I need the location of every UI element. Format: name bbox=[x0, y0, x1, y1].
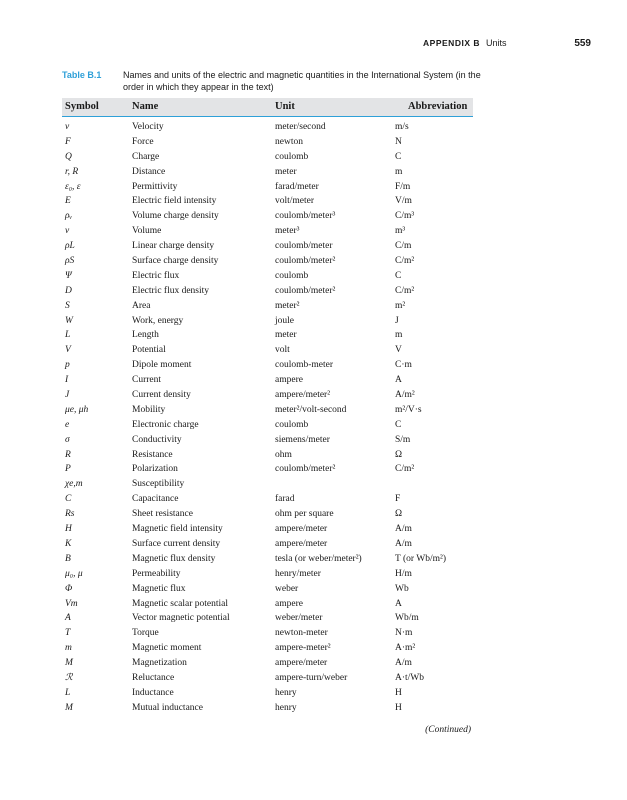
table-caption-text: Names and units of the electric and magnetic quantities in the International System (in the order in which they appear in the text) bbox=[123, 70, 481, 92]
table-cell-symbol: B bbox=[65, 553, 71, 564]
table-cell-unit: farad/meter bbox=[275, 181, 319, 192]
table-cell-abbreviation: Ω bbox=[395, 509, 403, 520]
table-cell-name: Reluctance bbox=[132, 672, 175, 683]
table-cell-name: Conductivity bbox=[132, 434, 182, 445]
table-cell-abbreviation: C/m² bbox=[395, 464, 415, 475]
table-cell-symbol: Φ bbox=[65, 583, 73, 594]
table-cell-name: Force bbox=[132, 136, 154, 147]
table-cell-unit: ampere/meter bbox=[275, 658, 328, 669]
table-cell-symbol: ρᵥ bbox=[65, 211, 73, 222]
table-cell-name: Inductance bbox=[132, 687, 174, 698]
table-cell-symbol: A bbox=[65, 613, 71, 624]
table-row bbox=[0, 300, 627, 315]
table-cell-unit: siemens/meter bbox=[275, 434, 330, 445]
table-cell-symbol: M bbox=[65, 658, 73, 669]
table-row bbox=[0, 657, 627, 672]
table-cell-unit: coulomb bbox=[275, 151, 309, 162]
table-cell-name: Surface charge density bbox=[132, 256, 219, 267]
table-row bbox=[0, 538, 627, 553]
table-cell-unit: ampere/meter bbox=[275, 538, 328, 549]
table-row bbox=[0, 523, 627, 538]
table-cell-unit: coulomb/meter³ bbox=[275, 211, 336, 222]
table-row bbox=[0, 374, 627, 389]
table-cell-name: Resistance bbox=[132, 449, 173, 460]
table-cell-abbreviation: C/m² bbox=[395, 285, 415, 296]
table-cell-abbreviation: F/m bbox=[395, 181, 411, 192]
table-cell-abbreviation: m³ bbox=[395, 226, 406, 237]
table-cell-unit: coulomb/meter² bbox=[275, 256, 336, 267]
table-cell-abbreviation: m bbox=[395, 166, 403, 177]
table-row bbox=[0, 583, 627, 598]
table-row bbox=[0, 478, 627, 493]
table-cell-symbol: e bbox=[65, 419, 70, 430]
table-cell-abbreviation: C bbox=[395, 270, 402, 281]
table-cell-abbreviation: J bbox=[395, 315, 399, 326]
table-cell-abbreviation: C/m³ bbox=[395, 211, 415, 222]
table-cell-name: Work, energy bbox=[132, 315, 184, 326]
column-header-name: Name bbox=[132, 101, 159, 112]
table-cell-abbreviation: Wb bbox=[395, 583, 409, 594]
table-cell-unit: henry/meter bbox=[275, 568, 321, 579]
table-cell-symbol: p bbox=[65, 360, 70, 371]
table-row bbox=[0, 463, 627, 478]
table-cell-name: Polarization bbox=[132, 464, 178, 475]
table-cell-abbreviation: A/m² bbox=[395, 390, 415, 401]
table-cell-name: Volume bbox=[132, 226, 162, 237]
table-row bbox=[0, 493, 627, 508]
table-cell-symbol: S bbox=[65, 300, 70, 311]
table-cell-unit: coulomb/meter² bbox=[275, 285, 336, 296]
table-row bbox=[0, 181, 627, 196]
table-row bbox=[0, 434, 627, 449]
table-cell-name: Vector magnetic potential bbox=[132, 613, 230, 624]
table-cell-symbol: L bbox=[65, 330, 71, 341]
table-cell-name: Magnetization bbox=[132, 658, 187, 669]
table-cell-name: Volume charge density bbox=[132, 211, 219, 222]
table-row bbox=[0, 702, 627, 717]
table-cell-symbol: ε₀, ε bbox=[65, 181, 81, 192]
table-row bbox=[0, 210, 627, 225]
table-row bbox=[0, 359, 627, 374]
table-cell-abbreviation: V/m bbox=[395, 196, 412, 207]
table-cell-unit: ampere-turn/weber bbox=[275, 672, 348, 683]
table-cell-symbol: σ bbox=[65, 434, 70, 445]
table-row bbox=[0, 315, 627, 330]
table-cell-symbol: F bbox=[65, 136, 71, 147]
table-cell-symbol: ℛ bbox=[65, 672, 73, 683]
table-label: Table B.1 bbox=[62, 70, 102, 80]
table-cell-name: Potential bbox=[132, 345, 166, 356]
table-cell-unit: henry bbox=[275, 702, 297, 713]
table-cell-name: Length bbox=[132, 330, 159, 341]
table-row bbox=[0, 166, 627, 181]
table-cell-symbol: v bbox=[65, 122, 70, 132]
table-cell-unit: meter bbox=[275, 330, 297, 341]
table-cell-abbreviation: m/s bbox=[395, 122, 409, 132]
table-row bbox=[0, 121, 627, 136]
table-cell-abbreviation: Ω bbox=[395, 449, 403, 460]
table-cell-symbol: T bbox=[65, 628, 71, 639]
table-row bbox=[0, 255, 627, 270]
table-row bbox=[0, 151, 627, 166]
table-row bbox=[0, 344, 627, 359]
table-cell-unit: meter/second bbox=[275, 122, 326, 132]
table-cell-abbreviation: H bbox=[395, 687, 402, 698]
table-cell-name: Current density bbox=[132, 390, 191, 401]
table-row bbox=[0, 404, 627, 419]
table-row bbox=[0, 553, 627, 568]
page-number: 559 bbox=[574, 38, 591, 49]
table-cell-abbreviation: m² bbox=[395, 300, 406, 311]
table-cell-symbol: m bbox=[65, 643, 72, 654]
table-cell-name: Electric flux bbox=[132, 270, 180, 281]
table-cell-symbol: M bbox=[65, 702, 73, 713]
table-cell-unit: ampere-meter² bbox=[275, 643, 331, 654]
table-cell-unit: volt/meter bbox=[275, 196, 315, 207]
table-row bbox=[0, 672, 627, 687]
table-cell-abbreviation: A bbox=[395, 598, 402, 609]
table-body bbox=[0, 121, 627, 717]
table-cell-name: Electronic charge bbox=[132, 419, 199, 430]
table-cell-abbreviation: H bbox=[395, 702, 402, 713]
table-cell-symbol: R bbox=[65, 449, 71, 460]
table-cell-symbol: L bbox=[65, 687, 71, 698]
continued-note: (Continued) bbox=[425, 725, 471, 735]
table-row bbox=[0, 642, 627, 657]
table-cell-name: Surface current density bbox=[132, 538, 221, 549]
table-row bbox=[0, 508, 627, 523]
table-cell-abbreviation: C·m bbox=[395, 360, 412, 371]
table-row bbox=[0, 270, 627, 285]
table-cell-symbol: Vm bbox=[65, 598, 78, 609]
running-head bbox=[0, 38, 627, 52]
table-cell-unit: ampere/meter² bbox=[275, 390, 331, 401]
table-cell-name: Magnetic scalar potential bbox=[132, 598, 229, 609]
table-cell-name: Electric field intensity bbox=[132, 196, 217, 207]
table-cell-symbol: r, R bbox=[65, 166, 79, 177]
table-cell-unit: coulomb bbox=[275, 419, 309, 430]
table-cell-abbreviation: H/m bbox=[395, 568, 412, 579]
table-cell-name: Permeability bbox=[132, 568, 181, 579]
running-head-section: Units bbox=[486, 38, 507, 48]
table-cell-unit: ampere bbox=[275, 598, 303, 609]
table-cell-symbol: Q bbox=[65, 151, 72, 162]
running-head-appendix: APPENDIX B bbox=[423, 38, 480, 48]
table-cell-unit: farad bbox=[275, 494, 295, 505]
table-cell-name: Magnetic moment bbox=[132, 643, 202, 654]
table-cell-unit: coulomb-meter bbox=[275, 360, 334, 371]
table-cell-symbol: μe, μh bbox=[65, 404, 89, 415]
table-row bbox=[0, 225, 627, 240]
table-cell-symbol: ρL bbox=[65, 241, 75, 252]
table-cell-abbreviation: A·t/Wb bbox=[395, 672, 425, 683]
table-row bbox=[0, 240, 627, 255]
table-cell-abbreviation: T (or Wb/m²) bbox=[395, 553, 447, 564]
table-cell-unit: meter² bbox=[275, 300, 300, 311]
column-header-abbreviation: Abbreviation bbox=[408, 101, 468, 112]
table-cell-abbreviation: S/m bbox=[395, 434, 411, 445]
table-cell-name: Sheet resistance bbox=[132, 509, 193, 520]
table-cell-symbol: J bbox=[65, 390, 70, 401]
table-row bbox=[0, 687, 627, 702]
table-cell-symbol: W bbox=[65, 315, 73, 326]
table-cell-symbol: χe,m bbox=[65, 479, 83, 490]
table-cell-symbol: D bbox=[65, 285, 72, 296]
table-cell-abbreviation: F bbox=[395, 494, 401, 505]
table-cell-abbreviation: C/m² bbox=[395, 256, 415, 267]
table-cell-unit: ampere/meter bbox=[275, 524, 328, 535]
table-cell-symbol: I bbox=[65, 375, 69, 386]
table-cell-name: Dipole moment bbox=[132, 360, 192, 371]
table-cell-abbreviation: m bbox=[395, 330, 403, 341]
table-cell-abbreviation: Wb/m bbox=[395, 613, 419, 624]
table-row bbox=[0, 627, 627, 642]
table-cell-unit: meter³ bbox=[275, 226, 300, 237]
table-cell-unit: ampere bbox=[275, 375, 303, 386]
table-cell-unit: volt bbox=[275, 345, 290, 356]
table-cell-name: Magnetic field intensity bbox=[132, 524, 223, 535]
table-row bbox=[0, 195, 627, 210]
table-cell-symbol: ρS bbox=[65, 256, 75, 267]
table-cell-symbol: K bbox=[65, 538, 72, 549]
table-row bbox=[0, 136, 627, 151]
table-row bbox=[0, 612, 627, 627]
table-cell-unit: tesla (or weber/meter²) bbox=[275, 553, 362, 564]
table-cell-unit: ohm per square bbox=[275, 509, 334, 520]
table-cell-unit: newton-meter bbox=[275, 628, 328, 639]
table-cell-unit: joule bbox=[275, 315, 294, 326]
table-row bbox=[0, 419, 627, 434]
table-cell-unit: coulomb/meter² bbox=[275, 464, 336, 475]
table-cell-name: Distance bbox=[132, 166, 166, 177]
table-cell-abbreviation: A/m bbox=[395, 538, 412, 549]
table-cell-unit: meter²/volt-second bbox=[275, 404, 347, 415]
table-cell-unit: coulomb bbox=[275, 270, 309, 281]
table-cell-symbol: C bbox=[65, 494, 72, 505]
table-cell-abbreviation: m²/V·s bbox=[395, 404, 422, 415]
table-cell-abbreviation: A/m bbox=[395, 524, 412, 535]
table-row bbox=[0, 285, 627, 300]
table-cell-abbreviation: A bbox=[395, 375, 402, 386]
table-cell-symbol: Ψ bbox=[65, 270, 72, 281]
table-cell-abbreviation: N·m bbox=[395, 628, 413, 639]
table-cell-symbol: v bbox=[65, 226, 70, 237]
table-cell-abbreviation: C bbox=[395, 419, 402, 430]
table-cell-name: Susceptibility bbox=[132, 479, 185, 490]
table-cell-abbreviation: A·m² bbox=[395, 643, 416, 654]
table-cell-name: Area bbox=[132, 300, 151, 311]
table-cell-abbreviation: C/m bbox=[395, 241, 412, 252]
table-cell-name: Permittivity bbox=[132, 181, 178, 192]
table-cell-name: Linear charge density bbox=[132, 241, 215, 252]
table-cell-name: Electric flux density bbox=[132, 285, 210, 296]
table-row bbox=[0, 598, 627, 613]
table-cell-name: Velocity bbox=[132, 122, 164, 132]
table-cell-unit: weber/meter bbox=[275, 613, 323, 624]
table-cell-symbol: μ₀, μ bbox=[65, 568, 83, 579]
table-cell-unit: meter bbox=[275, 166, 297, 177]
table-cell-abbreviation: A/m bbox=[395, 658, 412, 669]
table-row bbox=[0, 449, 627, 464]
table-cell-name: Mutual inductance bbox=[132, 702, 203, 713]
table-cell-abbreviation: N bbox=[395, 136, 402, 147]
column-header-unit: Unit bbox=[275, 101, 295, 112]
table-cell-symbol: E bbox=[65, 196, 71, 207]
table-cell-symbol: H bbox=[65, 524, 72, 535]
table-cell-name: Capacitance bbox=[132, 494, 179, 505]
table-cell-name: Torque bbox=[132, 628, 159, 639]
table-cell-name: Current bbox=[132, 375, 162, 386]
table-cell-unit: newton bbox=[275, 136, 303, 147]
table-cell-abbreviation: C bbox=[395, 151, 402, 162]
table-row bbox=[0, 329, 627, 344]
table-row bbox=[0, 389, 627, 404]
table-row bbox=[0, 568, 627, 583]
table-cell-abbreviation: V bbox=[395, 345, 402, 356]
table-cell-name: Charge bbox=[132, 151, 160, 162]
table-cell-name: Magnetic flux density bbox=[132, 553, 216, 564]
column-header-symbol: Symbol bbox=[65, 101, 99, 112]
table-cell-unit: coulomb/meter bbox=[275, 241, 333, 252]
table-cell-unit: ohm bbox=[275, 449, 292, 460]
table-cell-symbol: P bbox=[65, 464, 71, 475]
table-cell-unit: weber bbox=[275, 583, 299, 594]
table-cell-symbol: Rs bbox=[65, 509, 75, 520]
table-cell-name: Magnetic flux bbox=[132, 583, 186, 594]
table-cell-unit: henry bbox=[275, 687, 297, 698]
table-cell-name: Mobility bbox=[132, 404, 166, 415]
table-cell-symbol: V bbox=[65, 345, 71, 356]
